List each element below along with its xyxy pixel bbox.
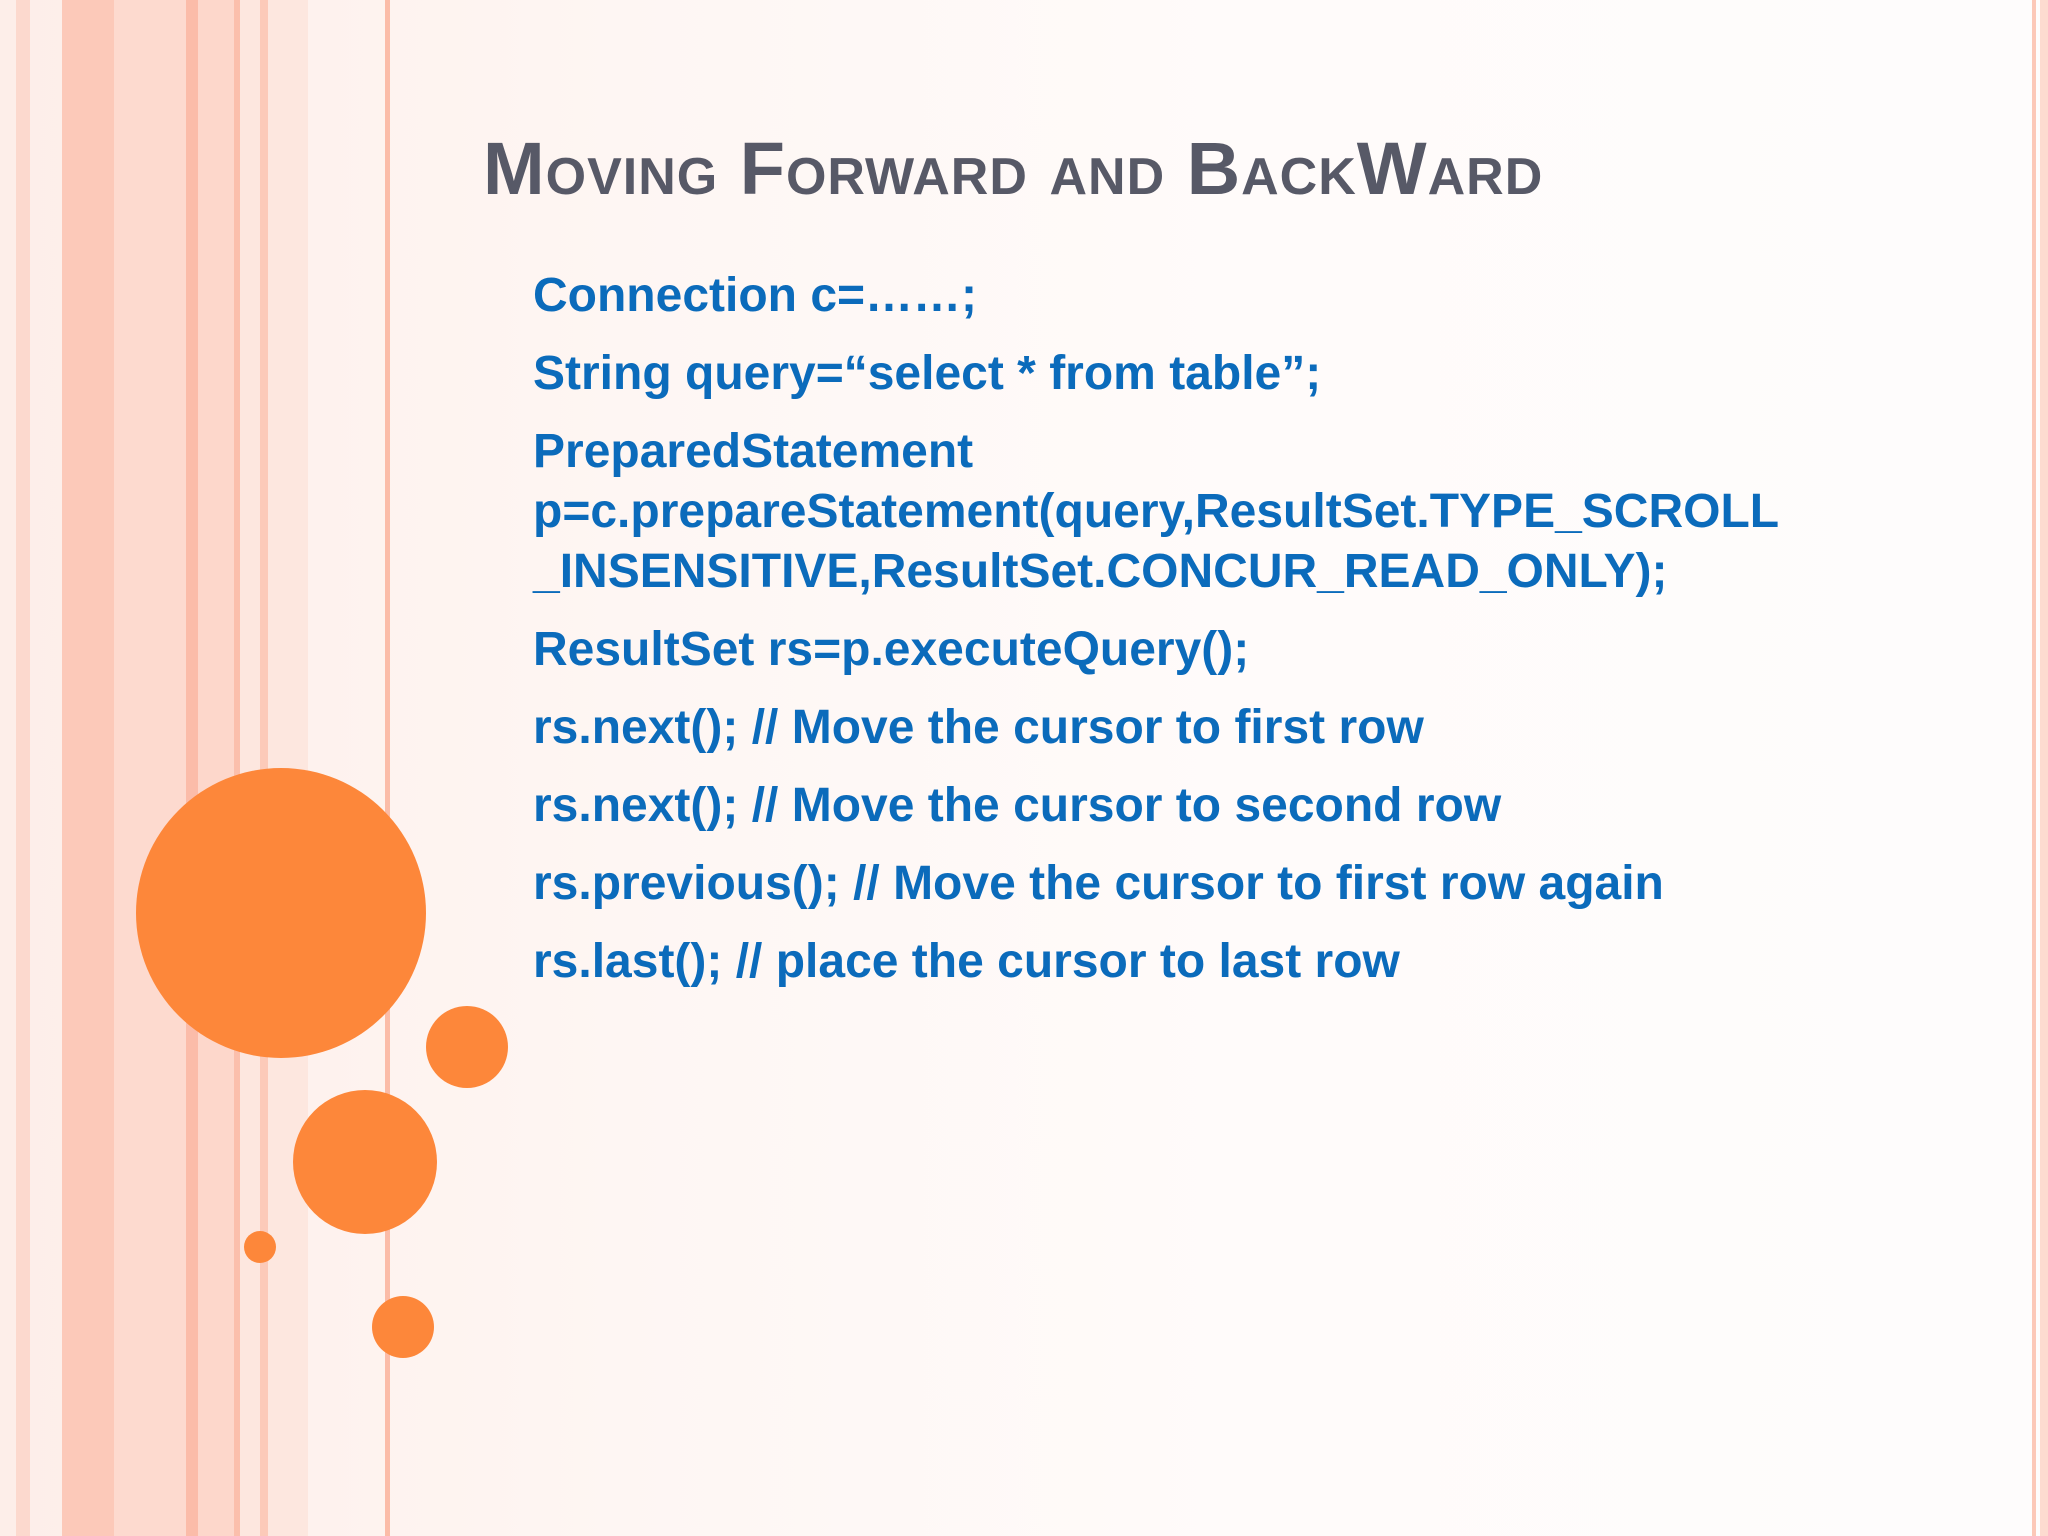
code-line: rs.last(); // place the cursor to last row bbox=[533, 935, 1400, 988]
code-line: ResultSet rs=p.executeQuery(); bbox=[533, 623, 1250, 676]
code-line: rs.next(); // Move the cursor to second row bbox=[533, 779, 1502, 832]
stripe bbox=[186, 0, 198, 1536]
code-line: rs.previous(); // Move the cursor to first row again bbox=[533, 857, 1664, 910]
code-list bbox=[533, 266, 1893, 1010]
stripe bbox=[62, 0, 114, 1536]
stripe bbox=[2040, 0, 2048, 1536]
code-line: String query=“select * from table”; bbox=[533, 347, 1322, 400]
slide-title: Moving Forward and BackWard bbox=[483, 127, 1544, 210]
large-circle-decoration bbox=[136, 768, 426, 1058]
small-circle-decoration bbox=[426, 1006, 508, 1088]
code-line: Connection c=……; bbox=[533, 269, 978, 322]
stripe bbox=[114, 0, 186, 1536]
tiny-circle-decoration bbox=[244, 1231, 276, 1263]
code-line: rs.next(); // Move the cursor to first row bbox=[533, 701, 1424, 754]
stripe bbox=[16, 0, 30, 1536]
stripe bbox=[198, 0, 234, 1536]
small-circle-decoration bbox=[372, 1296, 434, 1358]
medium-circle-decoration bbox=[293, 1090, 437, 1234]
stripe bbox=[2032, 0, 2036, 1536]
code-line: PreparedStatement p=c.prepareStatement(query,ResultSet.TYPE_SCROLL _INSENSITIVE,ResultSet.CONCUR_READ_ONLY); bbox=[533, 425, 1780, 598]
